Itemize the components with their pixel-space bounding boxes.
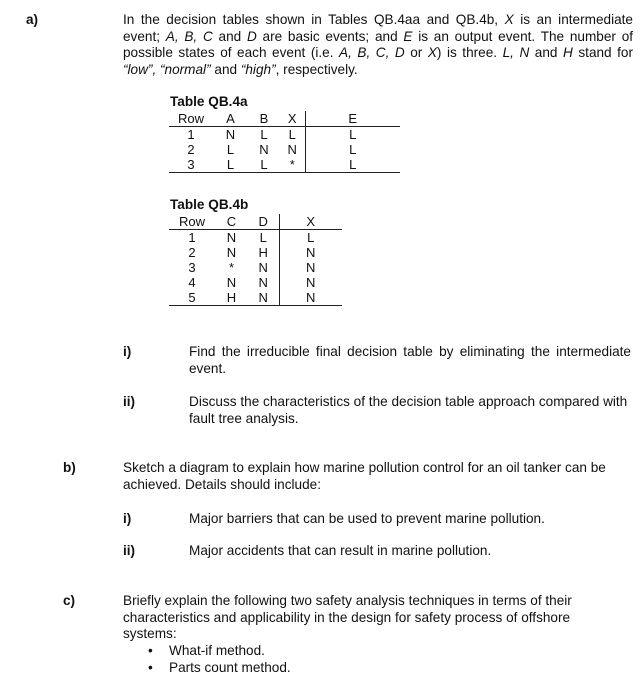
table-b-title: Table QB.4b (170, 197, 249, 212)
table-b-cell: L (248, 230, 279, 246)
part-b-intro: Sketch a diagram to explain how marine pollution control for an oil tanker can be achieved. Details should include: (123, 460, 606, 492)
table-b-cell: H (215, 290, 248, 306)
table-b-cell: N (279, 290, 342, 306)
table-a-row (169, 127, 400, 143)
table-a-cell: 2 (187, 142, 195, 157)
table-qb4b (169, 214, 342, 306)
table-a-header-cell: B (248, 111, 280, 127)
part-b-sub-ii-text: Major accidents that can result in marine pollution. (189, 543, 492, 558)
table-b-cell: H (248, 245, 279, 260)
table-b-cell: N (226, 245, 237, 260)
table-a-cell: 3 (169, 157, 213, 173)
table-b-header-cell: C (215, 214, 248, 230)
table-a-cell: N (225, 127, 236, 142)
part-a-sub-ii-label: ii) (123, 394, 136, 409)
table-b-cell: N (248, 290, 279, 306)
part-c-bullet-list (145, 642, 545, 676)
table-b-row (169, 290, 342, 306)
part-b-sub-i-text: Major barriers that can be used to prevent marine pollution. (189, 511, 545, 526)
table-a-row (169, 157, 400, 173)
table-a-header-cell: E (305, 111, 400, 127)
table-a-header-cell: X (280, 111, 305, 127)
table-a-row (169, 142, 400, 157)
table-a-cell: L (349, 127, 357, 142)
table-b-row (169, 230, 342, 246)
table-b-cell: N (248, 260, 279, 275)
table-b-header-cell: X (279, 214, 342, 230)
part-a-intro: In the decision tables shown in Tables QB.4aa and QB.4b, X is an intermediate event; A, B, C and D are basic events; and E is an output event. The number of possible states of each event (i.e. A, B, C, D or X) is three. L, N and H stand for “low”, “normal” and “high”, respectively. (123, 12, 634, 77)
table-b-header-row (169, 214, 342, 230)
table-b-cell: N (226, 230, 237, 245)
table-b-cell: 4 (188, 275, 196, 290)
part-c-intro: Briefly explain the following two safety analysis techniques in terms of their characteristics and applicability in the design for safety process of offshore systems: (123, 593, 572, 641)
table-b-cell: 1 (188, 230, 196, 245)
table-b-cell: N (306, 275, 316, 290)
table-a-cell: L (349, 142, 357, 157)
table-b-header-cell: Row (169, 214, 215, 230)
table-b-cell: 5 (169, 290, 215, 306)
table-a-header-cell: Row (169, 111, 213, 127)
table-b-cell: N (306, 260, 316, 275)
table-a-cell: L (213, 157, 248, 173)
table-b-cell: L (307, 230, 315, 245)
table-b-cell: N (226, 275, 237, 290)
table-b-cell: 2 (188, 245, 196, 260)
table-b-row (169, 275, 342, 290)
table-qb4a (169, 111, 400, 173)
table-b-cell: 3 (188, 260, 196, 275)
table-a-cell: 1 (187, 127, 195, 142)
part-c-label: c) (63, 593, 76, 608)
table-a-header-row (169, 111, 400, 127)
part-b-label: b) (63, 460, 76, 475)
bullet-item: • Parts count method. (145, 659, 545, 676)
part-a-sub-ii-text: Discuss the characteristics of the decision table approach compared with fault tree analysis. (189, 394, 628, 426)
table-a-cell: N (280, 142, 305, 157)
table-b-row (169, 260, 342, 275)
part-b-sub-i-label: i) (123, 511, 132, 526)
part-b-sub-ii-label: ii) (123, 543, 136, 558)
table-a-cell: L (305, 157, 400, 173)
bullet-item: • What-if method. (145, 642, 545, 659)
table-a-header-cell: A (213, 111, 248, 127)
table-a-cell: N (259, 142, 269, 157)
part-a-sub-i-label: i) (123, 344, 132, 359)
table-b-header-cell: D (248, 214, 279, 230)
table-a-cell: L (280, 127, 305, 143)
table-a-cell: L (260, 127, 268, 142)
part-a-sub-i-text: Find the irreducible final decision table by eliminating the intermediate event. (189, 344, 631, 376)
table-a-cell: * (280, 157, 305, 173)
part-a-label: a) (26, 12, 39, 27)
table-b-cell: N (306, 245, 316, 260)
table-b-cell: * (228, 260, 235, 275)
table-a-title: Table QB.4a (170, 94, 248, 109)
table-a-cell: L (248, 157, 280, 173)
table-a-cell: L (226, 142, 235, 157)
table-b-row (169, 245, 342, 260)
table-b-cell: N (248, 275, 279, 290)
